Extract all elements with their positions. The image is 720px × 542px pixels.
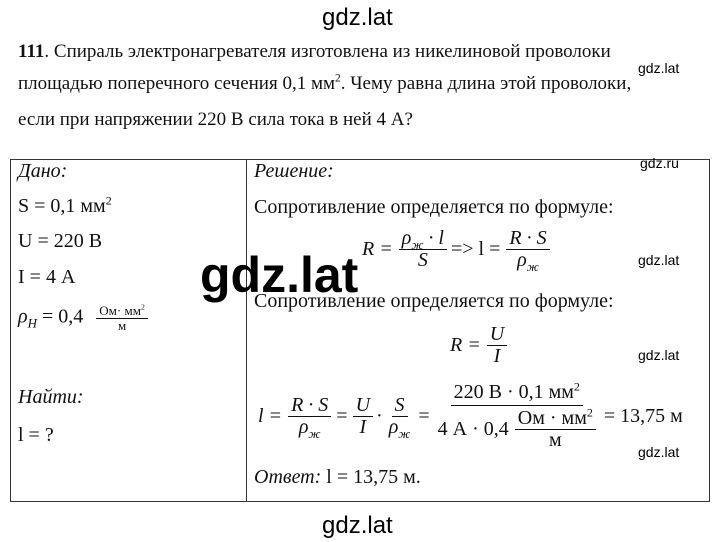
formula-2-frac: [487, 324, 507, 367]
formula-1-den-2: ρ: [517, 249, 527, 271]
formula-1-num-sub: ж: [411, 237, 424, 252]
given-rho-unit: [96, 304, 148, 332]
given-rho-unit-sup: 2: [140, 302, 145, 312]
formula-3-d-den: 4 А · 0,4: [437, 418, 509, 440]
answer-value: l = 13,75 м.: [321, 466, 421, 488]
problem-line-1: [18, 36, 708, 67]
formula-3-eq-2: =: [418, 405, 430, 427]
problem-text-1: . Спираль электронагревателя изготовлена из никелиновой проволоки: [44, 41, 611, 62]
formula-3-b-den: I: [359, 416, 367, 438]
formula-1-frac-2: [506, 227, 549, 274]
solution-text-2: Сопротивление определяется по формуле:: [254, 290, 614, 312]
formula-1-den: S: [417, 249, 428, 271]
formula-3-frac-d: [435, 379, 599, 451]
given-heading: Дано:: [18, 160, 68, 182]
given-U: U = 220 В: [18, 230, 103, 252]
formula-1-num-rho: ρ: [401, 227, 412, 249]
given-rho-value: = 0,4: [37, 305, 84, 328]
given-S-sup: 2: [105, 193, 112, 208]
formula-2-num: U: [487, 324, 507, 346]
formula-1-mid: => l =: [450, 238, 501, 260]
formula-3-frac-c: [386, 394, 414, 441]
watermark-big: gdz.lat: [200, 247, 359, 303]
formula-3-a-den-sub: ж: [308, 426, 321, 441]
formula-1-den-2-sub: ж: [526, 259, 539, 274]
given-rho-unit-num: Ом· мм: [99, 303, 141, 318]
watermark-small-1: gdz.lat: [638, 60, 680, 76]
table-divider: [246, 159, 247, 502]
answer: [254, 466, 421, 489]
given-rho-sub: Н: [27, 315, 37, 331]
problem-line-3: если при напряжении 220 В сила тока в ней 4 А?: [18, 109, 413, 130]
problem-line-2: [18, 68, 708, 99]
formula-3-d-den-unit: [515, 405, 596, 451]
given-S-text: S = 0,1 мм: [18, 195, 106, 217]
formula-3-d-den-unit-sup: 2: [586, 405, 593, 420]
find-value: l = ?: [18, 424, 54, 446]
formula-1-num-2: R · S: [506, 228, 549, 250]
formula-1-lhs: R =: [362, 238, 393, 260]
formula-3-a-den: ρ: [298, 416, 309, 438]
formula-3: [258, 379, 683, 451]
given-rho: [18, 304, 148, 332]
answer-label: Ответ:: [254, 466, 322, 488]
watermark-small-5: gdz.lat: [638, 444, 680, 460]
formula-3-c-den: ρ: [388, 416, 399, 438]
formula-3-frac-a: [288, 394, 331, 441]
solution-heading: Решение:: [254, 160, 334, 182]
formula-2-den: I: [493, 345, 501, 367]
given-rho-unit-den: м: [117, 317, 127, 333]
problem-text-2-sup: 2: [335, 72, 341, 85]
formula-3-dot: ·: [376, 405, 383, 427]
formula-3-c-num: S: [392, 395, 408, 417]
solution-text-1: Сопротивление определяется по формуле:: [254, 196, 614, 218]
formula-2: [450, 324, 507, 367]
formula-3-d-den-unit-den: м: [548, 429, 562, 451]
given-rho-symbol: ρ: [18, 305, 28, 328]
formula-3-c-den-sub: ж: [398, 426, 411, 441]
formula-3-a-num: R · S: [288, 395, 331, 417]
formula-3-eq-1: =: [336, 405, 348, 427]
formula-3-lhs: l =: [258, 405, 283, 427]
watermark-top: gdz.lat: [322, 4, 393, 31]
formula-3-d-den-unit-num: Ом · мм: [517, 407, 587, 429]
problem-number: 111: [18, 41, 45, 62]
formula-1-frac-1: [399, 228, 447, 271]
given-S: [18, 195, 112, 218]
watermark-small-4: gdz.lat: [638, 347, 680, 363]
watermark-bottom: gdz.lat: [322, 512, 393, 539]
formula-3-d-num: 220 В · 0,1 мм: [453, 381, 574, 403]
formula-3-b-num: U: [353, 395, 373, 417]
problem-text-2b: . Чему равна длина этой проволоки,: [340, 73, 632, 94]
given-I: I = 4 А: [18, 266, 76, 288]
watermark-small-3: gdz.lat: [638, 252, 680, 268]
formula-1-num-rest: · l: [423, 227, 444, 249]
formula-1: [362, 227, 550, 274]
find-heading: Найти:: [18, 386, 84, 408]
formula-3-result: = 13,75 м: [603, 405, 683, 427]
formula-2-lhs: R =: [450, 334, 481, 356]
formula-3-frac-b: [353, 395, 373, 438]
problem-text-2a: площадью поперечного сечения 0,1 мм: [18, 73, 335, 94]
formula-3-d-num-sup: 2: [573, 379, 580, 394]
watermark-small-2: gdz.ru: [640, 155, 679, 171]
